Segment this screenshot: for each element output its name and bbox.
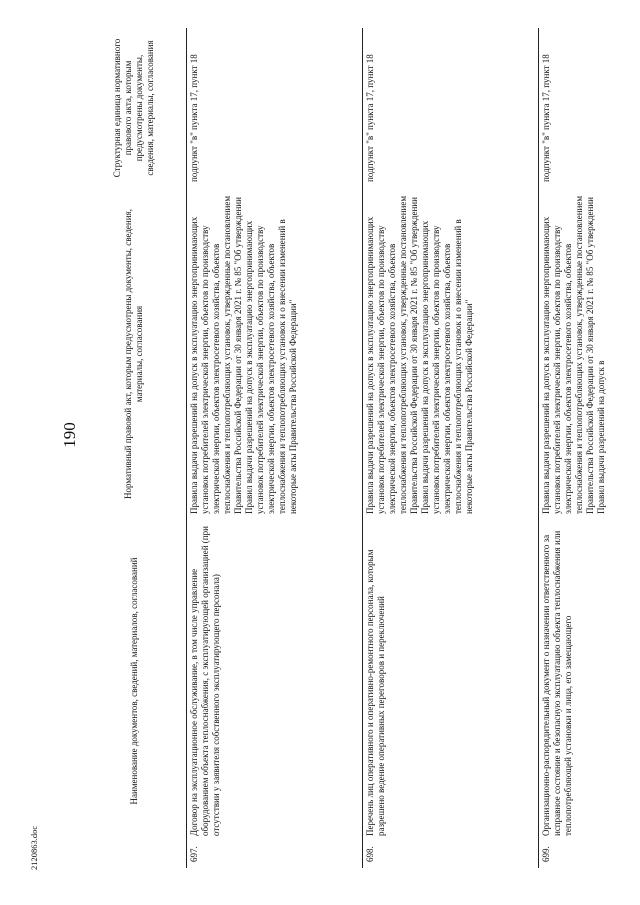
header-document-name: Наименование документов, сведений, материалов, согласований [82,520,187,842]
row-normative-act: Правила выдачи разрешений на допуск в эксплуатацию энергопринимающих установок потребителей электрической энергии, объектов по производству электрической энергии, объектов электросетевого хозяйства, объектов теплоснабжения и теплопотребляющих установок, утвержденные постановлением Правительства Российской Федерации от 30 января 2021 г. № 85 "Об утверждении Правил выдачи разрешений на допуск в эксплуатацию энергопринимающих установок потребителей электрической энергии, объектов по производству электрической энергии, объектов электросетевого хозяйства, объектов теплоснабжения и теплопотребляющих установок и о внесении изменений в некоторые акты Правительства Российской Федерации" [363,188,539,520]
row-number: 699. [541,846,551,862]
row-structural-unit: подпункт "в" пункта 17, пункт 18 [363,28,539,188]
row-number: 697. [187,842,363,868]
row-number: 698. [363,842,539,868]
row-document-name: Организационно-распорядительный документ о назначении ответственного за исправное состояние и безопасную эксплуатацию объекта теплоснабжения или теплопотребляющей установки и лица, его замещающего [541,530,573,836]
row-structural-unit: подпункт "в" пункта 17, пункт 18 [541,54,551,182]
table-row [187,28,363,868]
table-header [82,28,187,868]
table-row [539,28,640,868]
page-number: 190 [60,422,79,448]
footer-file-code: 2120863.doc [29,825,39,870]
row-document-name: Договор на эксплуатационное обслуживание, в том числе управление оборудованием объекта теплоснабжения, с эксплуатирующей организацией (при отсутствии у заявителя собственного эксплуатирующего персонала) [187,520,363,842]
row-normative-act: Правила выдачи разрешений на допуск в эксплуатацию энергопринимающих установок потребителей электрической энергии, объектов по производству электрической энергии, объектов электросетевого хозяйства, объектов теплоснабжения и теплопотребляющих установок, утвержденные постановлением Правительства Российской Федерации от 30 января 2021 г. № 85 "Об утверждении Правил выдачи разрешений на допуск в [541,195,606,514]
row-normative-act: Правила выдачи разрешений на допуск в эксплуатацию энергопринимающих установок потребителей электрической энергии, объектов по производству электрической энергии, объектов электросетевого хозяйства, объектов теплоснабжения и теплопотребляющих установок, утвержденные постановлением Правительства Российской Федерации от 30 января 2021 г. № 85 "Об утверждении Правил выдачи разрешений на допуск в эксплуатацию энергопринимающих установок потребителей электрической энергии, объектов по производству электрической энергии, объектов электросетевого хозяйства, объектов теплоснабжения и теплопотребляющих установок и о внесении изменений в некоторые акты Правительства Российской Федерации" [187,188,363,520]
header-structural-unit: Структурная единица нормативного правового акта, которым предусмотрены документы, сведения, материалы, согласования [82,28,187,188]
documents-table [82,28,640,868]
header-number [82,842,187,868]
table-row [363,28,539,868]
header-normative-act: Нормативный правовой акт, которым предусмотрены документы, сведения, материалы, согласования [82,188,187,520]
row-document-name: Перечень лиц оперативного и оперативно-ремонтного персонала, которым разрешено ведение оперативных переговоров и переключений [363,520,539,842]
row-structural-unit: подпункт "в" пункта 17, пункт 18 [187,28,363,188]
rotated-page-content [82,28,606,868]
